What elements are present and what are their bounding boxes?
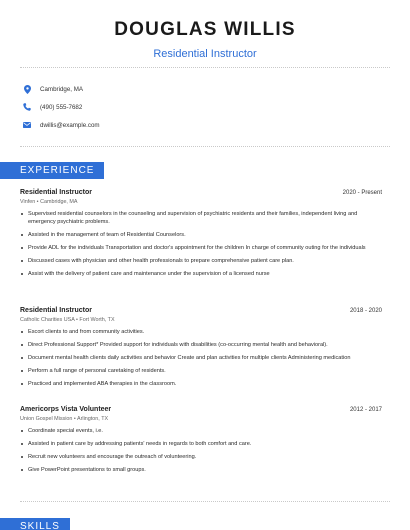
bullet-item: Recruit new volunteers and encourage the outreach of volunteering. bbox=[20, 453, 382, 461]
bullet-item: Give PowerPoint presentations to small groups. bbox=[20, 466, 382, 474]
contact-info bbox=[22, 80, 100, 134]
bullet-item: Assisted in patient care by addressing patients' needs in regards to both comfort and care. bbox=[20, 440, 382, 448]
job-title: Residential Instructor bbox=[20, 307, 92, 314]
experience-list-3 bbox=[20, 406, 382, 479]
envelope-icon bbox=[22, 120, 32, 130]
bullet-item: Provide ADL for the individuals Transportation and doctor's appointment for the children In charge of community outing for the individuals bbox=[20, 244, 382, 252]
location-pin-icon bbox=[22, 84, 32, 94]
job-entry bbox=[20, 307, 382, 388]
job-entry bbox=[20, 189, 382, 278]
bullet-item: Document mental health clients daily activities and behavior Create and plan activities for multiple clients Administering medication bbox=[20, 354, 382, 362]
experience-list bbox=[20, 189, 382, 283]
bullet-item: Perform a full range of personal caretaking of residents. bbox=[20, 367, 382, 375]
bullet-item: Coordinate special events, i.e. bbox=[20, 427, 382, 435]
bullet-item: Practiced and implemented ABA therapies in the classroom. bbox=[20, 380, 382, 388]
job-organization: Vinfen • Cambridge, MA bbox=[20, 199, 78, 205]
phone-icon bbox=[22, 102, 32, 112]
divider bbox=[20, 67, 390, 68]
job-bullets bbox=[20, 427, 382, 474]
job-bullets bbox=[20, 328, 382, 388]
resume-header bbox=[0, 0, 410, 61]
bullet-item: Discussed cases with physician and other health professionals to prepare comprehensive patient care plan. bbox=[20, 257, 382, 265]
divider bbox=[20, 501, 390, 502]
job-dates: 2020 - Present bbox=[342, 190, 382, 196]
job-dates: 2012 - 2017 bbox=[349, 407, 382, 413]
job-organization: Catholic Charities USA • Fort Worth, TX bbox=[20, 317, 115, 323]
job-title: Americorps Vista Volunteer bbox=[20, 406, 112, 413]
bullet-item: Assist with the delivery of patient care and maintenance under the supervision of a licensed nurse bbox=[20, 270, 382, 278]
job-title: Residential Instructor bbox=[20, 189, 92, 196]
contact-email bbox=[22, 116, 100, 134]
section-heading-skills: SKILLS bbox=[0, 518, 70, 530]
contact-phone bbox=[22, 98, 100, 116]
location-text: Cambridge, MA bbox=[40, 85, 83, 93]
bullet-item: Escort clients to and from community activities. bbox=[20, 328, 382, 336]
job-entry bbox=[20, 406, 382, 474]
contact-location bbox=[22, 80, 100, 98]
phone-text: (490) 555-7682 bbox=[40, 103, 83, 111]
bullet-item: Assisted in the management of team of Residential Counselors. bbox=[20, 231, 382, 239]
bullet-item: Supervised residential counselors in the counseling and supervision of psychiatric residents and their families, independent living and emergency psychiatric problems. bbox=[20, 210, 382, 226]
email-text[interactable]: dwillis@example.com bbox=[40, 121, 100, 129]
job-organization: Union Gospel Mission • Arlington, TX bbox=[20, 416, 109, 422]
bullet-item: Direct Professional Support* Provided support for individuals with disabilities (co-occurring mental health and behavioral). bbox=[20, 341, 382, 349]
section-heading-experience: EXPERIENCE bbox=[0, 162, 104, 179]
experience-list-2 bbox=[20, 307, 382, 393]
candidate-title: Residential Instructor bbox=[153, 48, 257, 60]
job-dates: 2018 - 2020 bbox=[349, 308, 382, 314]
candidate-name: DOUGLAS WILLIS bbox=[114, 19, 296, 40]
job-bullets bbox=[20, 210, 382, 278]
divider bbox=[20, 146, 390, 147]
